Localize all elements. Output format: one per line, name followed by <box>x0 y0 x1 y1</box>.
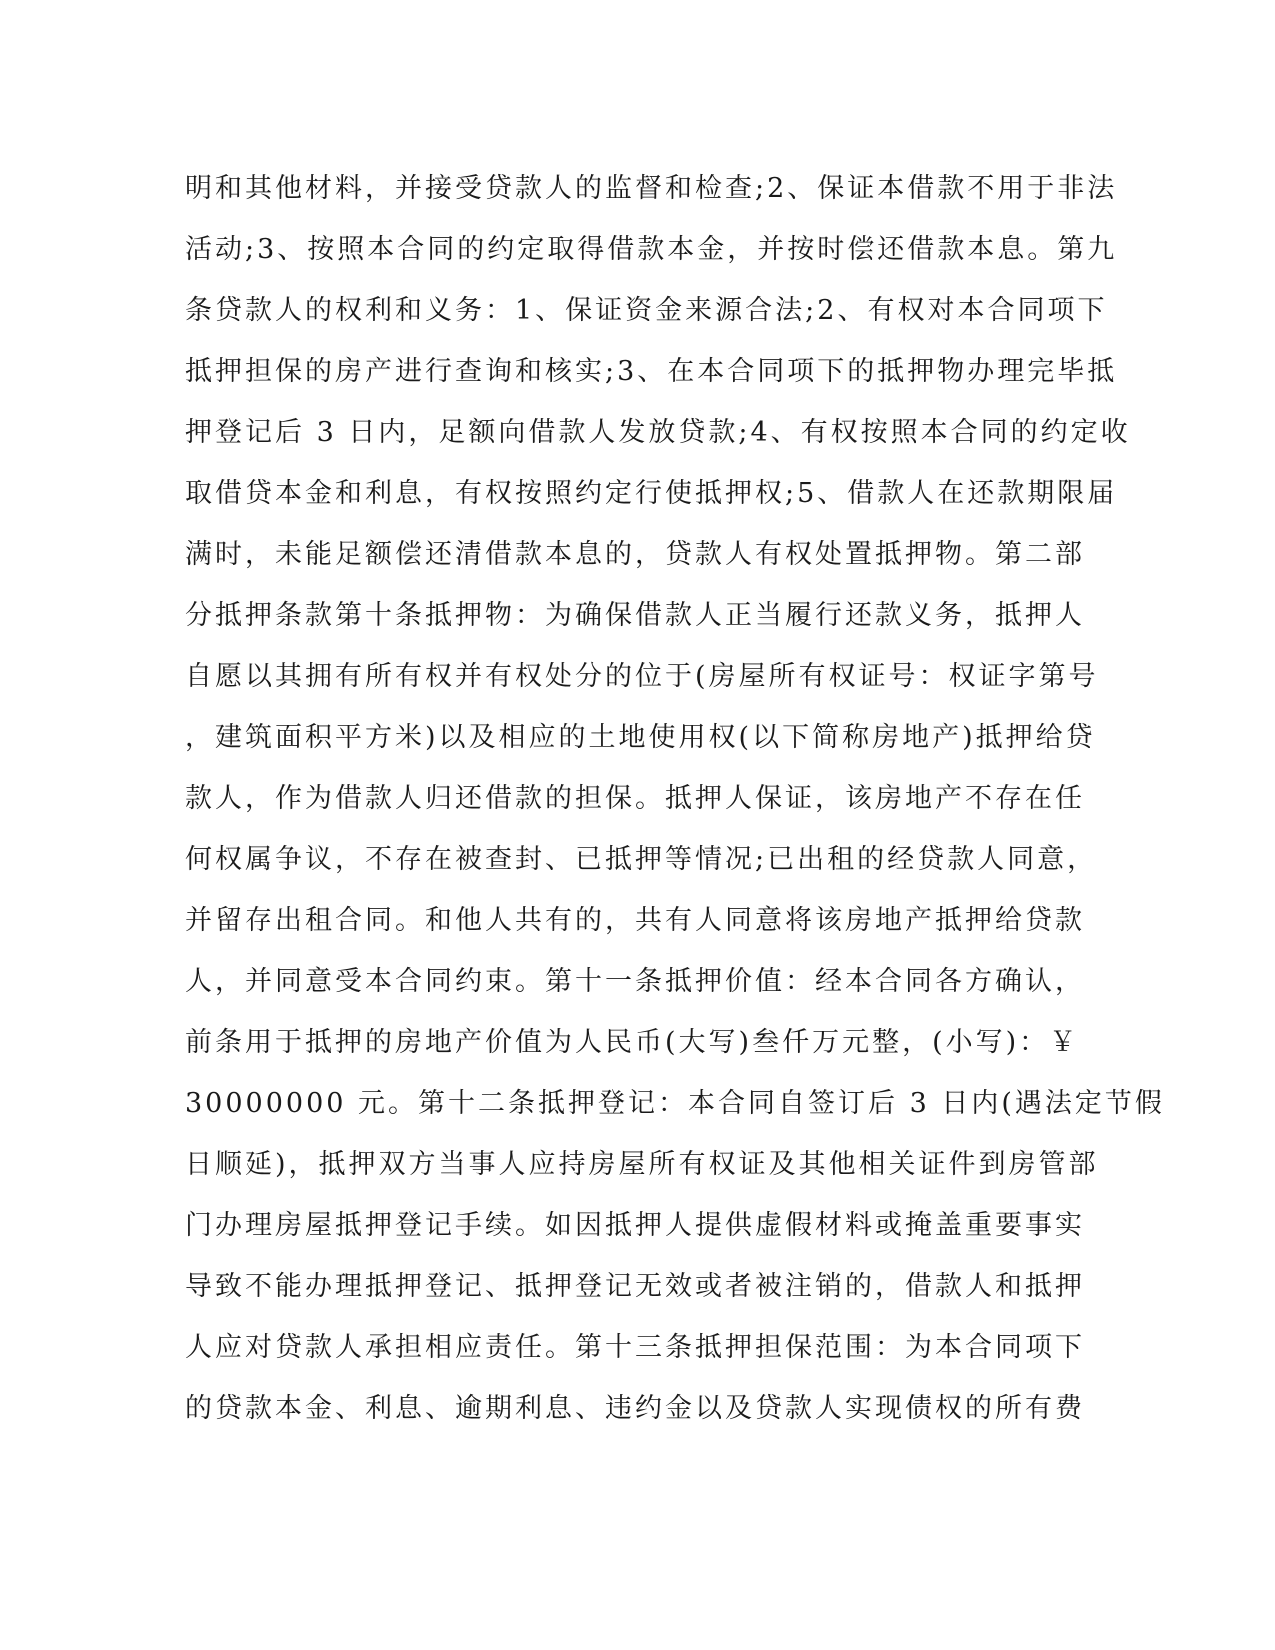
text-line: 30000000 元。第十二条抵押登记：本合同自签订后 3 日内(遇法定节假 <box>185 1088 1165 1119</box>
text-line: 满时，未能足额偿还清借款本息的，贷款人有权处置抵押物。第二部 <box>185 539 1085 570</box>
text-line: 日顺延)，抵押双方当事人应持房屋所有权证及其他相关证件到房管部 <box>185 1149 1099 1180</box>
text-line: 前条用于抵押的房地产价值为人民币(大写)叁仟万元整，(小写)：￥ <box>185 1027 1080 1058</box>
text-line: 自愿以其拥有所有权并有权处分的位于(房屋所有权证号：权证字第号 <box>185 661 1099 692</box>
text-line: 抵押担保的房产进行查询和核实;3、在本合同项下的抵押物办理完毕抵 <box>185 356 1118 387</box>
text-line: ，建筑面积平方米)以及相应的土地使用权(以下简称房地产)抵押给贷 <box>185 722 1096 753</box>
text-line: 分抵押条款第十条抵押物：为确保借款人正当履行还款义务，抵押人 <box>185 600 1085 631</box>
text-line: 活动;3、按照本合同的约定取得借款本金，并按时偿还借款本息。第九 <box>185 234 1118 265</box>
text-line: 并留存出租合同。和他人共有的，共有人同意将该房地产抵押给贷款 <box>185 905 1085 936</box>
contract-body-text <box>185 158 1165 1439</box>
text-line: 明和其他材料，并接受贷款人的监督和检查;2、保证本借款不用于非法 <box>185 173 1118 204</box>
text-line: 门办理房屋抵押登记手续。如因抵押人提供虚假材料或掩盖重要事实 <box>185 1210 1085 1241</box>
text-line: 人应对贷款人承担相应责任。第十三条抵押担保范围：为本合同项下 <box>185 1332 1085 1363</box>
text-line: 人，并同意受本合同约束。第十一条抵押价值：经本合同各方确认， <box>185 966 1085 997</box>
text-line: 条贷款人的权利和义务：1、保证资金来源合法;2、有权对本合同项下 <box>185 295 1108 326</box>
text-line: 押登记后 3 日内，足额向借款人发放贷款;4、有权按照本合同的约定收 <box>185 417 1131 448</box>
text-line: 取借贷本金和利息，有权按照约定行使抵押权;5、借款人在还款期限届 <box>185 478 1118 509</box>
text-line: 何权属争议，不存在被查封、已抵押等情况;已出租的经贷款人同意， <box>185 844 1098 875</box>
text-line: 款人，作为借款人归还借款的担保。抵押人保证，该房地产不存在任 <box>185 783 1085 814</box>
text-line: 的贷款本金、利息、逾期利息、违约金以及贷款人实现债权的所有费 <box>185 1393 1085 1424</box>
text-line: 导致不能办理抵押登记、抵押登记无效或者被注销的，借款人和抵押 <box>185 1271 1085 1302</box>
